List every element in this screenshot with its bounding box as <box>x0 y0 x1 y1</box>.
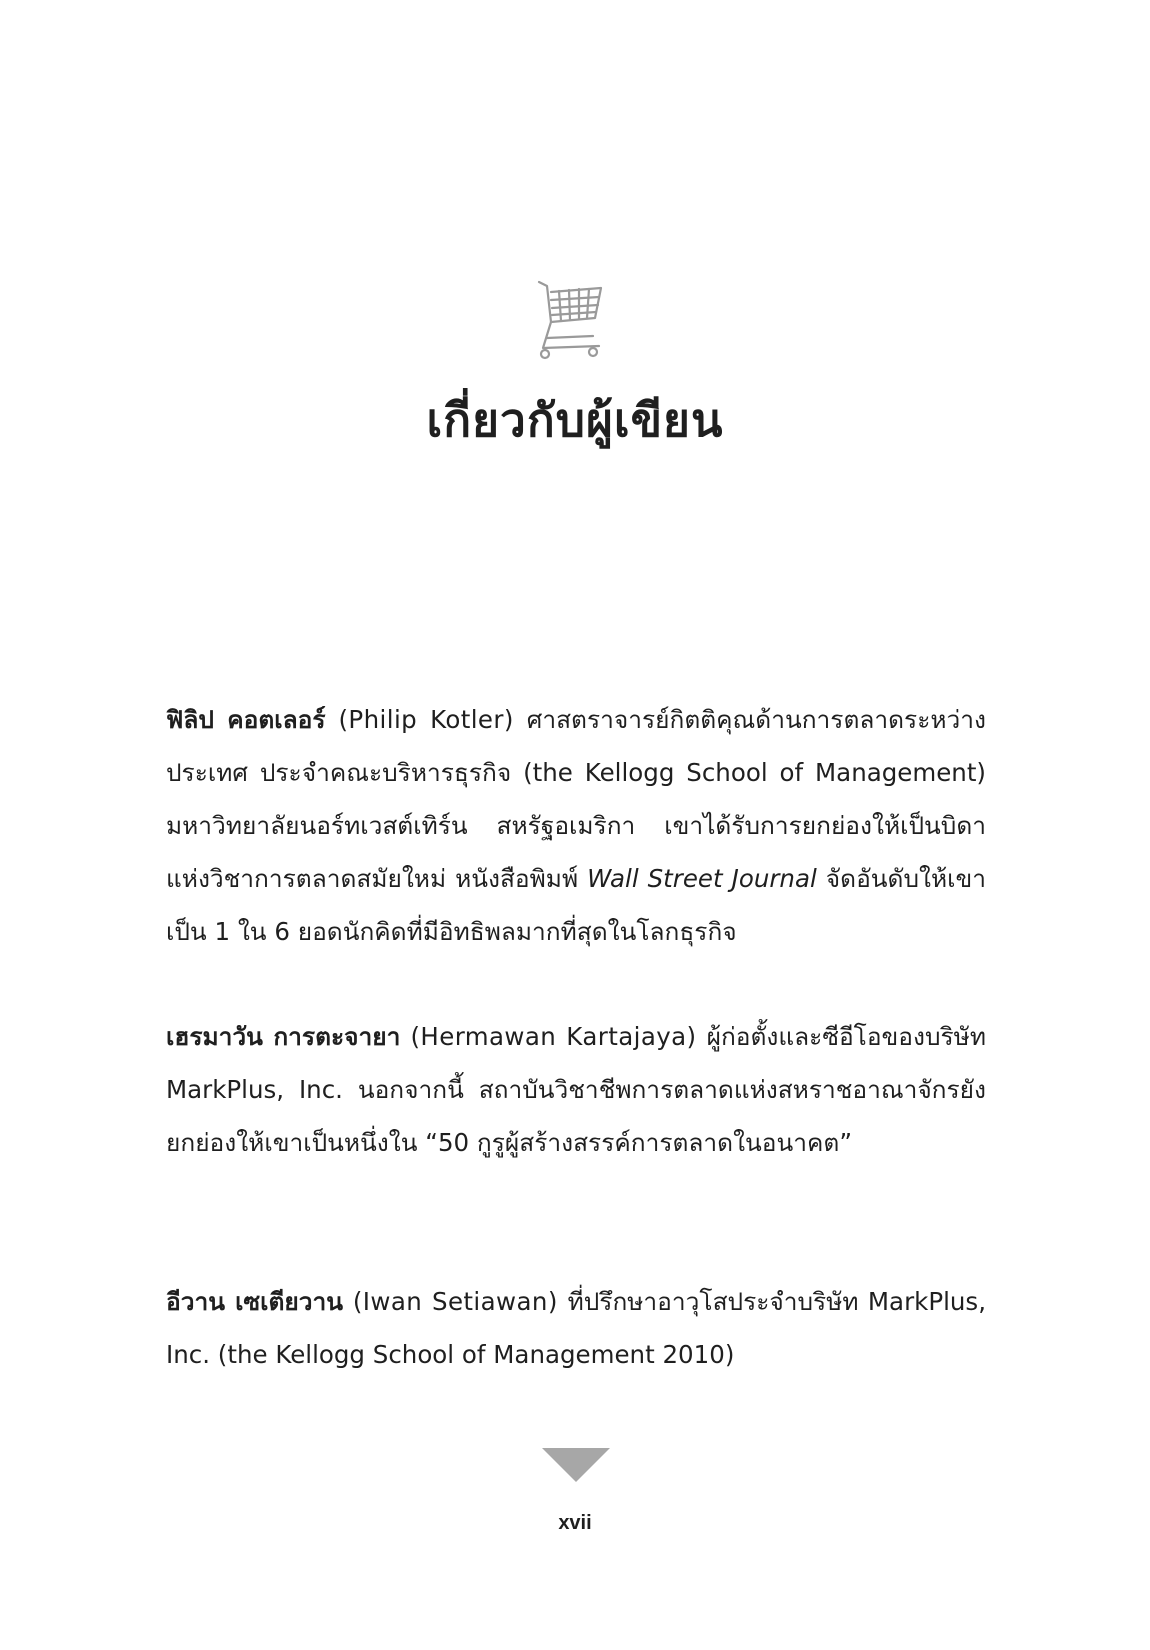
author-name-english: (Philip Kotler) <box>325 704 527 734</box>
author-bio-text: ผู้ก่อตั้งและซีอีโอของบริษัท MarkPlus, Inc. นอกจากนี้ สถาบันวิชาชีพการตลาดแห่งสหราชอาณาจักรยังยกย่องให้เขาเป็นหนึ่งใน “50 กูรูผู้สร้างสรรค์การตลาดในอนาคต” <box>166 1021 986 1157</box>
author-name-thai: อีวาน เซเตียวาน <box>166 1286 344 1316</box>
author-bio-kartajaya <box>166 1010 986 1169</box>
author-name-thai: เฮรมาวัน การตะจายา <box>166 1021 401 1051</box>
author-name-thai: ฟิลิป คอตเลอร์ <box>166 704 326 734</box>
author-bio-text: จัดอันดับให้เขาเป็น 1 ใน 6 ยอดนักคิดที่มีอิทธิพลมากที่สุดในโลกธุรกิจ <box>166 863 986 946</box>
triangle-down-icon <box>542 1448 610 1482</box>
author-name-english: (Iwan Setiawan) <box>343 1286 568 1316</box>
publication-title: Wall Street Journal <box>587 863 817 893</box>
shopping-cart-icon <box>535 278 615 368</box>
author-name-english: (Hermawan Kartajaya) <box>400 1021 707 1051</box>
page-title: เกี่ยวกับผู้เขียน <box>426 393 724 447</box>
author-bio-setiawan <box>166 1275 986 1381</box>
author-bio-kotler <box>166 693 986 958</box>
author-bio-text: ที่ปรึกษาอาวุโสประจำบริษัท MarkPlus, Inc. (the Kellogg School of Management 2010) <box>166 1286 986 1369</box>
author-bio-text: ศาสตราจารย์กิตติคุณด้านการตลาดระหว่างประเทศ ประจำคณะบริหารธุรกิจ (the Kellogg School of Management) มหาวิทยาลัยนอร์ทเวสต์เทิร์น สหรัฐอเมริกา เขาได้รับการยกย่องให้เป็นบิดาแห่งวิชาการตลาดสมัยใหม่ หนังสือพิมพ์ <box>166 704 986 893</box>
page-number: xvii <box>558 1512 592 1534</box>
